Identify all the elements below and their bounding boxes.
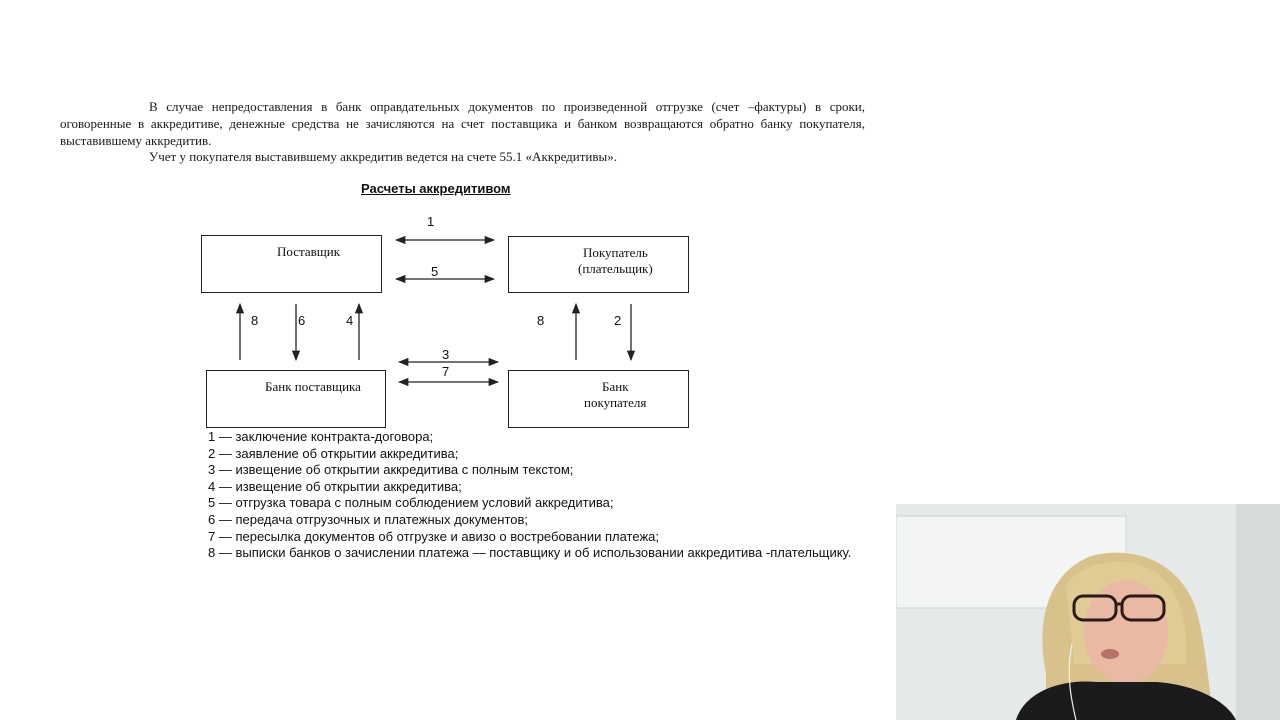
arrow-label-8-right: 8 <box>537 313 545 328</box>
paragraph-refund-rule: В случае непредоставления в банк оправдательных документов по произведенной отгрузке (счет –фактуры) в сроки, оговоренные в аккредитиве, денежные средства не зачисляются на счет поставщика и банком возвращаются обратно банку покупателя, выставившему аккредитив. <box>60 99 865 148</box>
arrow-label-4: 4 <box>346 313 354 328</box>
webcam-overlay <box>896 504 1280 720</box>
arrow-label-3: 3 <box>442 347 450 362</box>
arrow-label-1: 1 <box>427 214 435 229</box>
legend-item: 7 — пересылка документов об отгрузке и авизо о востребовании платежа; <box>208 528 659 544</box>
legend-item: 2 — заявление об открытии аккредитива; <box>208 445 459 461</box>
buyer-label-line1: Покупатель <box>583 245 648 260</box>
legend-item: 8 — выписки банков о зачислении платежа — поставщику и об использовании аккредитива -плательщику. <box>208 545 852 561</box>
buyer-bank-label-line1: Банк <box>602 379 629 394</box>
arrow-label-7: 7 <box>442 364 450 379</box>
arrow-label-2: 2 <box>614 313 622 328</box>
legend-item: 5 — отгрузка товара с полным соблюдением условий аккредитива; <box>208 495 614 511</box>
legend-item: 6 — передача отгрузочных и платежных документов; <box>208 511 529 527</box>
supplier-bank-label: Банк поставщика <box>265 379 361 394</box>
legend-item: 3 — извещение об открытии аккредитива с полным текстом; <box>208 462 574 478</box>
legend-item: 4 — извещение об открытии аккредитива; <box>208 478 462 494</box>
presenter-video <box>896 504 1280 720</box>
arrow-label-5: 5 <box>431 264 439 279</box>
arrow-label-6: 6 <box>298 313 306 328</box>
arrow-label-8-left: 8 <box>251 313 259 328</box>
buyer-bank-label-line2: покупателя <box>584 395 647 410</box>
diagram-legend <box>208 429 851 562</box>
buyer-label-line2: (плательщик) <box>578 261 653 276</box>
legend-item: 1 — заключение контракта-договора; <box>208 429 434 444</box>
supplier-label: Поставщик <box>277 244 341 259</box>
diagram-title: Расчеты аккредитивом <box>361 181 511 196</box>
paragraph-account-note: Учет у покупателя выставившему аккредитив ведется на счете 55.1 «Аккредитивы». <box>149 149 618 164</box>
